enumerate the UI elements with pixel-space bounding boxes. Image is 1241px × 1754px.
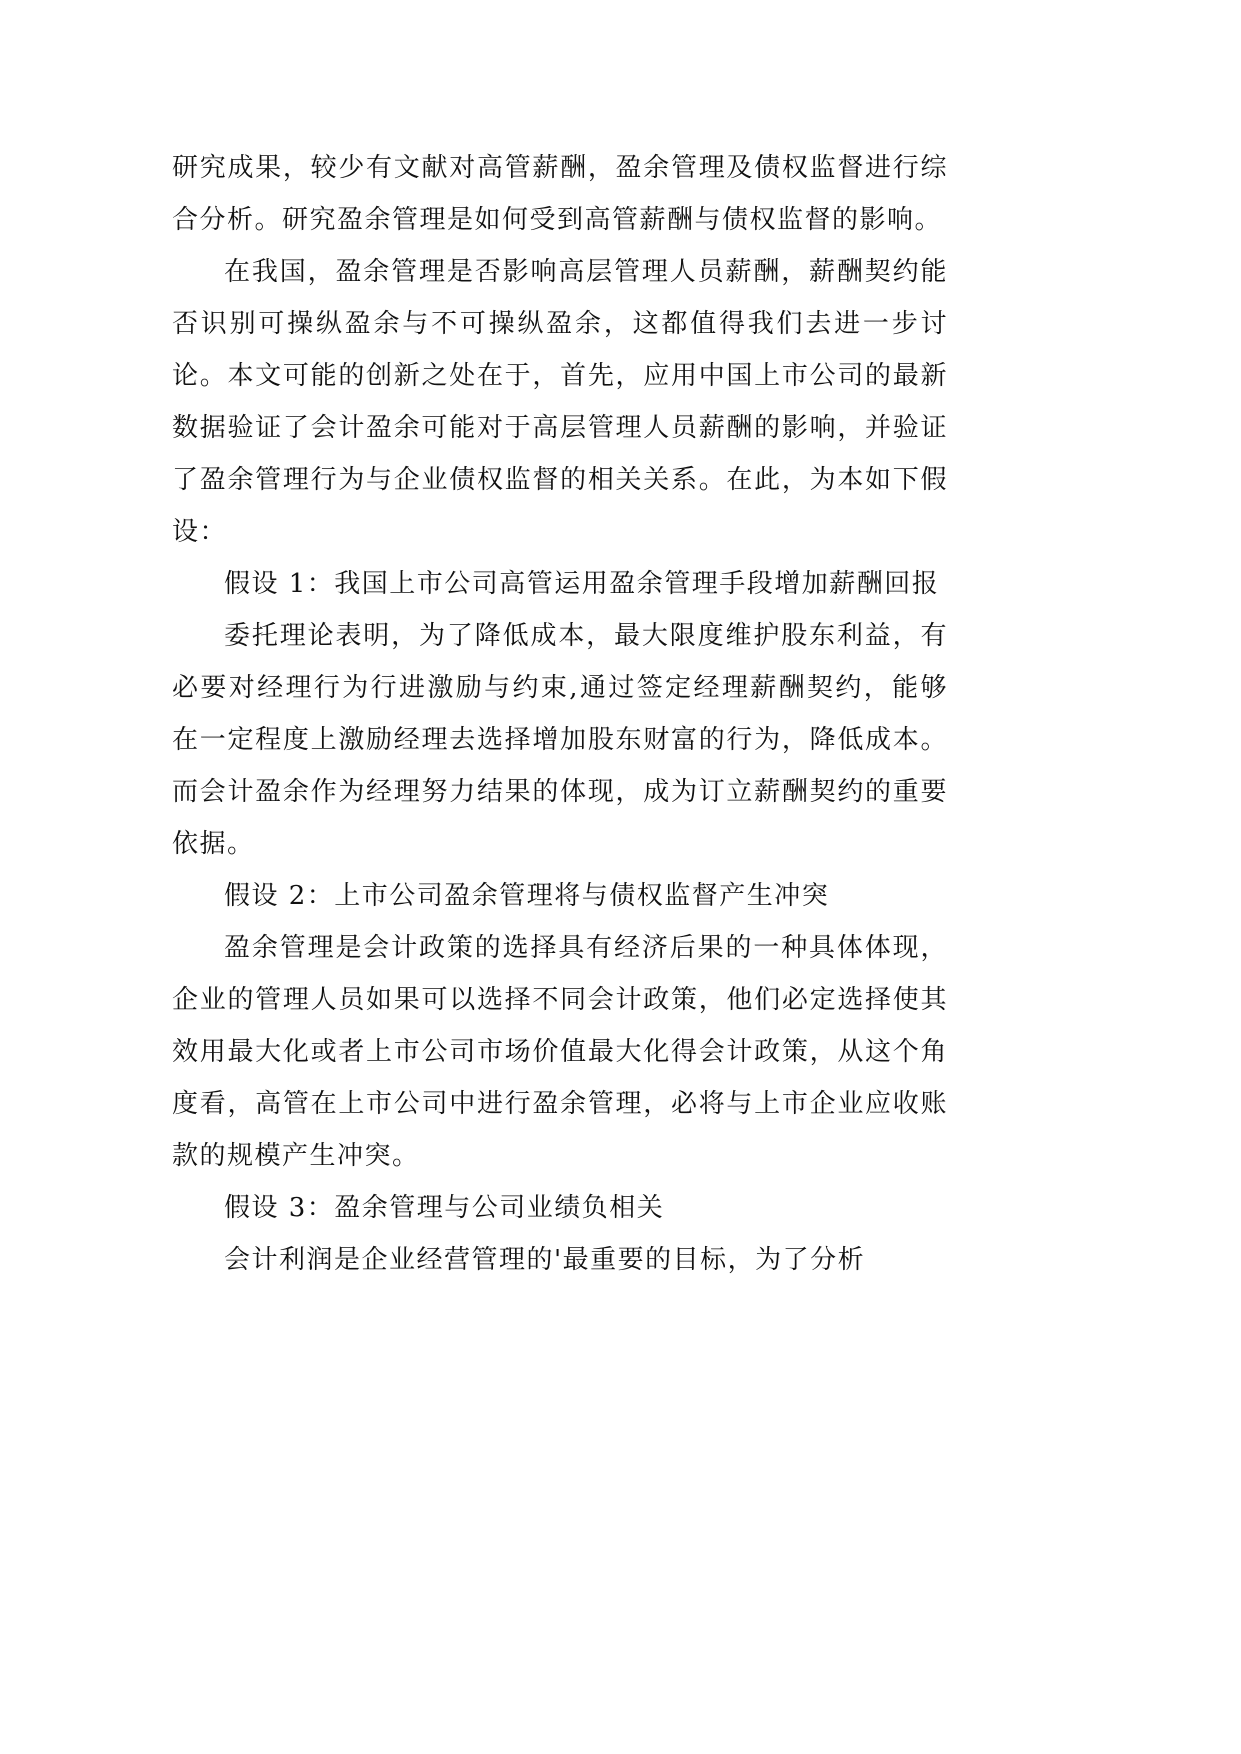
- paragraph: 盈余管理是会计政策的选择具有经济后果的一种具体体现，企业的管理人员如果可以选择不同会计政策，他们必定选择使其效用最大化或者上市公司市场价值最大化得会计政策，从这个角度看，高管在上市公司中进行盈余管理，必将与上市企业应收账款的规模产生冲突。: [172, 933, 948, 1171]
- hypothesis-heading: 假设 2：上市公司盈余管理将与债权监督产生冲突: [224, 881, 830, 911]
- paragraph: 会计利润是企业经营管理的'最重要的目标，为了分析: [224, 1245, 866, 1275]
- paragraph: 在我国，盈余管理是否影响高层管理人员薪酬，薪酬契约能否识别可操纵盈余与不可操纵盈余，这都值得我们去进一步讨论。本文可能的创新之处在于，首先，应用中国上市公司的最新数据验证了会计盈余可能对于高层管理人员薪酬的影响，并验证了盈余管理行为与企业债权监督的相关关系。在此，为本如下假设：: [172, 257, 948, 547]
- hypothesis-heading: 假设 1：我国上市公司高管运用盈余管理手段增加薪酬回报: [224, 569, 940, 599]
- paragraph: 研究成果，较少有文献对高管薪酬，盈余管理及债权监督进行综合分析。研究盈余管理是如何受到高管薪酬与债权监督的影响。: [172, 153, 948, 235]
- hypothesis-heading: 假设 3：盈余管理与公司业绩负相关: [224, 1193, 665, 1223]
- paragraph: 委托理论表明，为了降低成本，最大限度维护股东利益，有必要对经理行为行进激励与约束,通过签定经理薪酬契约，能够在一定程度上激励经理去选择增加股东财富的行为，降低成本。而会计盈余作为经理努力结果的体现，成为订立薪酬契约的重要依据。: [172, 621, 948, 859]
- document-body: [172, 142, 948, 1286]
